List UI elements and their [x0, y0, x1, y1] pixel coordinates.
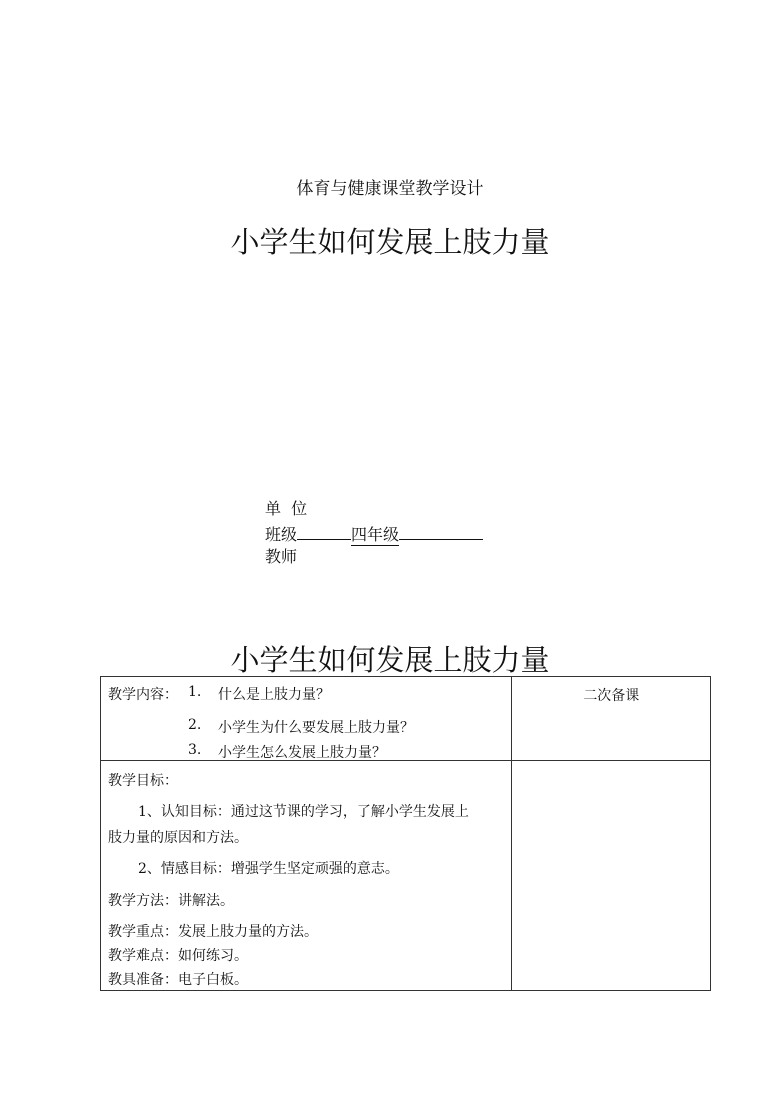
teaching-method: 教学方法：讲解法。	[108, 893, 234, 909]
cover-title: 小学生如何发展上肢力量	[230, 225, 550, 259]
teacher-row	[265, 544, 297, 567]
emotional-objective: 2、情感目标：增强学生坚定顽强的意志。	[138, 861, 399, 877]
unit-row	[265, 496, 307, 519]
objectives-row	[101, 761, 711, 991]
content-item-2-text: 小学生为什么要发展上肢力量？	[218, 720, 414, 736]
unit-label: 单 位	[265, 499, 308, 518]
class-underline-right	[399, 520, 483, 540]
secondary-prep-cell	[512, 677, 711, 761]
content-item-2-number: 2.	[188, 717, 202, 733]
content-item-1-text: 什么是上肢力量？	[218, 687, 330, 703]
teacher-label: 教师	[265, 547, 298, 566]
lesson-plan-table	[100, 676, 711, 991]
class-underline-left	[297, 520, 351, 540]
class-label: 班级	[265, 525, 298, 544]
secondary-prep-label: 二次备课	[583, 688, 640, 704]
content-cell	[101, 677, 512, 761]
materials: 教具准备：电子白板。	[108, 972, 248, 988]
cognitive-objective-line2: 肢力量的原因和方法。	[108, 830, 248, 846]
objectives-cell	[101, 761, 512, 991]
content-item-1-number: 1.	[188, 684, 202, 700]
content-item-3-text: 小学生怎么发展上肢力量？	[218, 745, 386, 761]
class-value: 四年级	[351, 525, 400, 544]
objectives-label: 教学目标：	[108, 773, 178, 789]
content-label: 教学内容：	[108, 687, 178, 703]
difficulty: 教学难点：如何练习。	[108, 948, 248, 964]
content-row	[101, 677, 711, 761]
section-title: 小学生如何发展上肢力量	[230, 643, 550, 677]
class-row	[265, 520, 483, 546]
cognitive-objective-line1: 1、认知目标：通过这节课的学习，了解小学生发展上	[138, 804, 469, 820]
key-point: 教学重点：发展上肢力量的方法。	[108, 924, 318, 940]
cover-subtitle: 体育与健康课堂教学设计	[296, 179, 484, 199]
content-item-3-number: 3.	[188, 742, 202, 758]
secondary-notes-cell	[512, 761, 711, 991]
